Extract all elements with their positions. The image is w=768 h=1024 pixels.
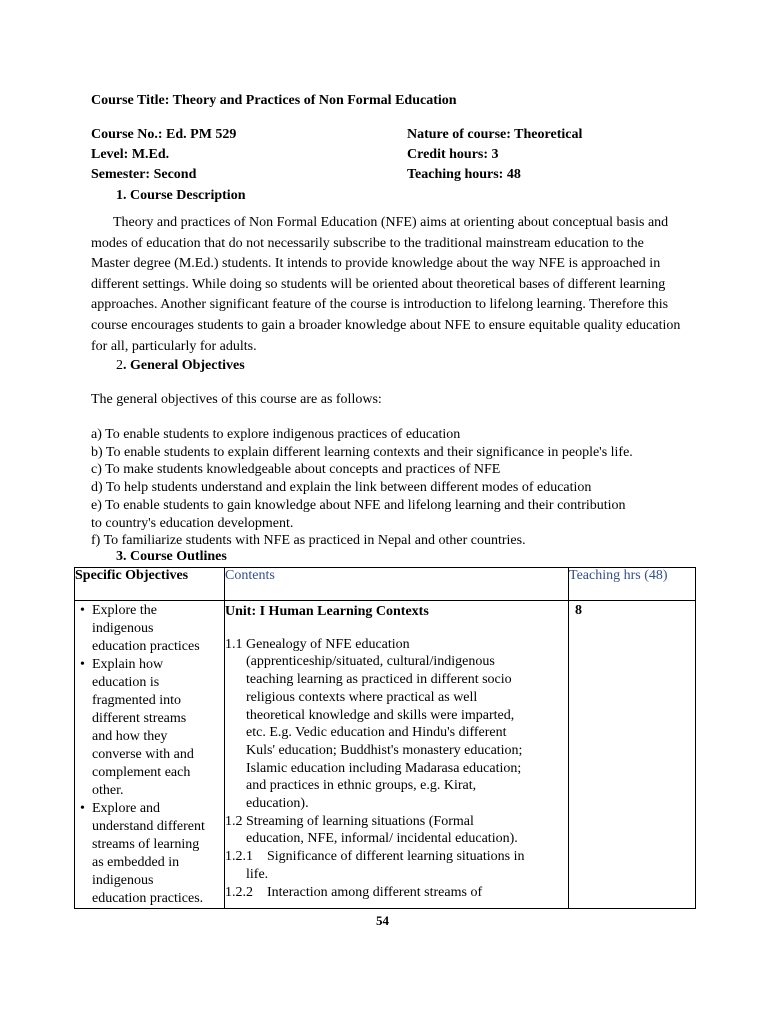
objective-line: converse with and (92, 747, 194, 762)
objective-line: education is (92, 675, 160, 690)
credit-hours: Credit hours: 3 (407, 147, 499, 162)
objective-line: as embedded in (92, 855, 180, 870)
content-line: 1.2.1 Significance of different learning situations in (225, 849, 525, 865)
course-number: Course No.: Ed. PM 529 (91, 127, 237, 142)
list-item (75, 656, 224, 800)
header-teaching-hrs: Teaching hrs (48) (569, 568, 696, 601)
content-line: Kuls' education; Buddhist's monastery education; (246, 742, 523, 758)
section-title: . General Objectives (123, 358, 245, 373)
objective-line: streams of learning (92, 837, 200, 852)
content-line: theoretical knowledge and skills were imparted, (246, 707, 515, 723)
teaching-hours: Teaching hours: 48 (407, 167, 521, 182)
content-item-1-1 (225, 636, 568, 813)
objective-item: a) To enable students to explore indigenous practices of education (91, 427, 461, 442)
objective-line: understand different (92, 819, 205, 834)
objectives-intro: The general objectives of this course are as follows: (91, 392, 382, 407)
objective-line: indigenous (92, 873, 154, 888)
content-line: life. (246, 866, 269, 882)
objective-line: complement each (92, 765, 191, 780)
content-line: etc. E.g. Vedic education and Hindu's different (246, 725, 507, 741)
objective-item: f) To familiarize students with NFE as practiced in Nepal and other countries. (91, 533, 526, 549)
course-outline-table (74, 567, 696, 909)
content-line: education, NFE, informal/ incidental education). (246, 831, 518, 847)
objective-line: other. (92, 783, 124, 798)
objective-line: education practices. (92, 891, 204, 906)
bullet-icon: • (80, 657, 85, 672)
course-description-paragraph: Theory and practices of Non Formal Education (NFE) aims at orienting about conceptual basis and modes of education that do not necessarily subscribe to the traditional mainstream education to the Master degree (M.Ed.) students. It intends to provide knowledge about the way NFE is approached in different settings. While doing so students will be oriented about theoretical bases of different learning approaches. Another significant feature of the course is introduction to lifelong learning. Therefore this course encourages students to gain a broader knowledge about NFE to ensure equitable quality education for all, particularly for adults. (91, 215, 681, 354)
content-item-1-2-2 (225, 884, 568, 902)
objective-line: fragmented into (92, 693, 182, 708)
content-line: 1.1 Genealogy of NFE education (225, 636, 410, 652)
header-contents: Contents (225, 568, 569, 601)
header-specific-objectives: Specific Objectives (75, 568, 225, 601)
objective-line: indigenous (92, 621, 154, 636)
page-number: 54 (376, 913, 389, 928)
course-level: Level: M.Ed. (91, 147, 170, 162)
objective-line: different streams (92, 711, 187, 726)
unit-title: Unit: I Human Learning Contexts (225, 604, 429, 619)
table-header-row (75, 568, 696, 601)
content-line: 1.2 Streaming of learning situations (Formal (225, 813, 474, 829)
course-nature: Nature of course: Theoretical (407, 127, 583, 142)
list-item (75, 800, 224, 908)
objective-line: education practices (92, 639, 200, 654)
course-title: Course Title: Theory and Practices of Non Formal Education (91, 93, 457, 108)
content-line: (apprenticeship/situated, cultural/indigenous (246, 654, 495, 670)
objective-line: Explain how (92, 657, 164, 672)
content-line: teaching learning as practiced in different socio (246, 672, 512, 688)
section-course-outlines-heading: 3. Course Outlines (116, 549, 227, 564)
objective-item: e) To enable students to gain knowledge about NFE and lifelong learning and their contribution (91, 497, 626, 513)
bullet-icon: • (80, 603, 85, 618)
objective-line: Explore and (92, 801, 161, 816)
section-number: 2 (116, 358, 123, 373)
objective-line: and how they (92, 729, 168, 744)
objective-line: Explore the (92, 603, 157, 618)
content-line: Islamic education including Madarasa education; (246, 760, 522, 776)
content-line: and practices in ethnic groups, e.g. Kirat, (246, 778, 477, 794)
objective-item: b) To enable students to explain different learning contexts and their significance in people's life. (91, 444, 633, 460)
objective-item: c) To make students knowledgeable about concepts and practices of NFE (91, 462, 501, 478)
specific-objectives-cell (75, 601, 225, 909)
table-row (75, 601, 696, 909)
content-line: religious contexts where practical as well (246, 689, 478, 705)
content-item-1-2-1 (225, 848, 568, 883)
teaching-hours-cell: 8 (569, 601, 696, 909)
course-semester: Semester: Second (91, 167, 197, 182)
content-item-1-2 (225, 813, 568, 848)
section-course-description-heading: 1. Course Description (116, 188, 246, 203)
bullet-icon: • (80, 801, 85, 816)
list-item (75, 602, 224, 656)
contents-cell (225, 601, 569, 909)
objective-item: d) To help students understand and explain the link between different modes of education (91, 480, 592, 496)
content-line: 1.2.2 Interaction among different streams of (225, 884, 483, 900)
content-line: education). (246, 796, 309, 812)
objective-item-continued: to country's education development. (91, 515, 294, 531)
section-general-objectives-heading (116, 358, 245, 374)
specific-objectives-list (75, 602, 224, 908)
